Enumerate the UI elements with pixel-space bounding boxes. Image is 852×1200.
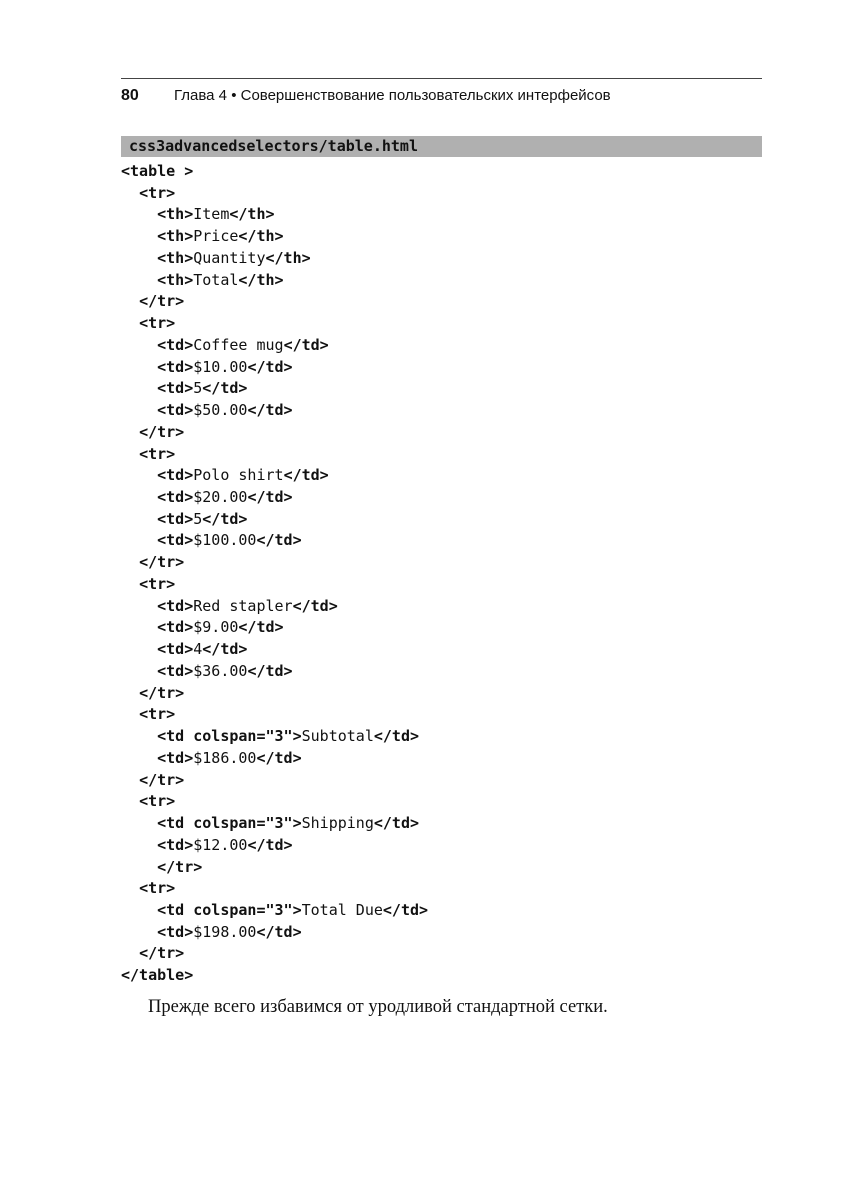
chapter-title: Глава 4 • Совершенствование пользовательских интерфейсов xyxy=(174,87,611,104)
code-tag: </td> xyxy=(247,357,293,376)
page-number: 80 xyxy=(121,87,139,104)
code-line xyxy=(121,835,428,857)
code-line xyxy=(121,922,428,944)
code-tag: </td> xyxy=(373,727,420,746)
code-text xyxy=(121,358,157,376)
code-text xyxy=(121,205,157,223)
code-line xyxy=(121,748,428,770)
code-tag: <td> xyxy=(157,379,194,398)
code-tag: </td> xyxy=(247,401,293,420)
code-text: $100.00 xyxy=(193,531,257,550)
code-tag: </tr> xyxy=(139,944,185,963)
code-line xyxy=(121,704,428,726)
code-text: $36.00 xyxy=(193,661,248,680)
code-tag: </tr> xyxy=(139,683,185,702)
code-text: Item xyxy=(193,205,230,224)
code-text xyxy=(121,336,157,354)
code-line xyxy=(121,770,428,792)
code-text xyxy=(121,618,157,636)
code-text: $20.00 xyxy=(193,488,248,507)
code-line xyxy=(121,487,428,509)
code-line xyxy=(121,661,428,683)
code-line xyxy=(121,183,428,205)
code-text xyxy=(121,488,157,506)
code-tag: <td> xyxy=(157,661,194,680)
code-text xyxy=(121,662,157,680)
code-text: Subtotal xyxy=(301,727,374,746)
code-line xyxy=(121,400,428,422)
code-line xyxy=(121,530,428,552)
code-tag: <td> xyxy=(157,401,194,420)
code-tag: <td> xyxy=(157,596,194,615)
code-text xyxy=(121,771,139,789)
code-text: Total Due xyxy=(301,900,383,919)
code-tag: <tr> xyxy=(139,705,176,724)
code-text: Polo shirt xyxy=(193,466,284,485)
code-text: $12.00 xyxy=(193,835,248,854)
body-paragraph: Прежде всего избавимся от уродливой стандартной сетки. xyxy=(148,997,608,1017)
code-text xyxy=(121,749,157,767)
code-text xyxy=(121,292,139,310)
code-line xyxy=(121,422,428,444)
code-text xyxy=(121,510,157,528)
code-tag: <td> xyxy=(157,640,194,659)
code-tag: <tr> xyxy=(139,444,176,463)
code-tag: </table> xyxy=(121,966,194,985)
code-tag: <td> xyxy=(157,618,194,637)
code-line xyxy=(121,878,428,900)
code-tag: <td> xyxy=(157,509,194,528)
code-line xyxy=(121,509,428,531)
code-line xyxy=(121,465,428,487)
code-text xyxy=(121,727,157,745)
code-line xyxy=(121,248,428,270)
code-line xyxy=(121,291,428,313)
code-tag: </td> xyxy=(256,531,302,550)
code-text xyxy=(121,314,139,332)
code-text xyxy=(121,879,139,897)
code-line xyxy=(121,617,428,639)
code-text xyxy=(121,944,139,962)
code-text xyxy=(121,423,139,441)
code-line xyxy=(121,943,428,965)
code-tag: </td> xyxy=(202,379,248,398)
code-text: Quantity xyxy=(193,248,266,267)
code-tag: <td colspan="3"> xyxy=(157,900,302,919)
code-text xyxy=(121,249,157,267)
code-tag: <td colspan="3"> xyxy=(157,727,302,746)
code-text xyxy=(121,401,157,419)
code-text xyxy=(121,858,157,876)
code-text: Total xyxy=(193,270,239,289)
code-line xyxy=(121,596,428,618)
code-text xyxy=(121,792,139,810)
code-text xyxy=(121,705,139,723)
code-text xyxy=(121,271,157,289)
code-text: $50.00 xyxy=(193,401,248,420)
code-tag: <td> xyxy=(157,488,194,507)
code-text xyxy=(121,531,157,549)
code-line xyxy=(121,204,428,226)
page-header xyxy=(121,78,762,109)
code-tag: <td> xyxy=(157,335,194,354)
code-tag: </tr> xyxy=(139,292,185,311)
code-tag: </tr> xyxy=(139,553,185,572)
code-line xyxy=(121,378,428,400)
code-tag: </td> xyxy=(283,335,329,354)
code-text: $198.00 xyxy=(193,922,257,941)
code-tag: </td> xyxy=(283,466,329,485)
code-line xyxy=(121,270,428,292)
code-tag: </td> xyxy=(202,640,248,659)
code-tag: <td> xyxy=(157,922,194,941)
code-line xyxy=(121,683,428,705)
code-listing xyxy=(121,161,428,987)
code-text xyxy=(121,379,157,397)
code-line xyxy=(121,857,428,879)
code-tag: <td> xyxy=(157,748,194,767)
code-text xyxy=(121,553,139,571)
code-tag: </td> xyxy=(292,596,338,615)
code-text: 5 xyxy=(193,379,203,398)
code-tag: <tr> xyxy=(139,183,176,202)
code-text: Coffee mug xyxy=(193,335,284,354)
code-tag: </td> xyxy=(202,509,248,528)
code-tag: </td> xyxy=(256,922,302,941)
code-tag: <td> xyxy=(157,531,194,550)
code-tag: <th> xyxy=(157,248,194,267)
code-tag: </th> xyxy=(238,270,284,289)
code-line xyxy=(121,726,428,748)
code-text xyxy=(121,923,157,941)
code-tag: <td colspan="3"> xyxy=(157,814,302,833)
code-text xyxy=(121,466,157,484)
code-tag: <tr> xyxy=(139,879,176,898)
code-text xyxy=(121,640,157,658)
code-text xyxy=(121,597,157,615)
code-line xyxy=(121,357,428,379)
code-text xyxy=(121,575,139,593)
code-tag: <tr> xyxy=(139,314,176,333)
code-tag: </th> xyxy=(229,205,275,224)
code-tag: </th> xyxy=(238,227,284,246)
code-line xyxy=(121,900,428,922)
code-text xyxy=(121,227,157,245)
code-tag: <th> xyxy=(157,270,194,289)
code-text: Price xyxy=(193,227,239,246)
code-line xyxy=(121,552,428,574)
code-line xyxy=(121,639,428,661)
code-text: $9.00 xyxy=(193,618,239,637)
code-tag: </td> xyxy=(373,814,420,833)
code-tag: <td> xyxy=(157,835,194,854)
code-text xyxy=(121,901,157,919)
code-tag: <td> xyxy=(157,357,194,376)
code-text xyxy=(121,684,139,702)
code-line xyxy=(121,791,428,813)
code-tag: <th> xyxy=(157,227,194,246)
code-text: 4 xyxy=(193,640,203,659)
code-line xyxy=(121,335,428,357)
code-tag: </td> xyxy=(247,835,293,854)
code-text: $10.00 xyxy=(193,357,248,376)
code-tag: <th> xyxy=(157,205,194,224)
code-line xyxy=(121,161,428,183)
code-tag: <table > xyxy=(121,162,194,180)
code-line xyxy=(121,226,428,248)
code-tag: </td> xyxy=(382,900,429,919)
code-line xyxy=(121,813,428,835)
code-text xyxy=(121,445,139,463)
code-line xyxy=(121,444,428,466)
code-line xyxy=(121,965,428,987)
code-text xyxy=(121,814,157,832)
code-tag: </td> xyxy=(238,618,284,637)
code-tag: </td> xyxy=(247,488,293,507)
code-tag: </tr> xyxy=(157,857,203,876)
code-line xyxy=(121,313,428,335)
code-text: 5 xyxy=(193,509,203,528)
code-text xyxy=(121,184,139,202)
code-tag: <tr> xyxy=(139,792,176,811)
code-tag: </td> xyxy=(247,661,293,680)
code-tag: </tr> xyxy=(139,770,185,789)
code-tag: <tr> xyxy=(139,574,176,593)
code-tag: </th> xyxy=(265,248,311,267)
code-text xyxy=(121,836,157,854)
code-line xyxy=(121,574,428,596)
code-text: Red stapler xyxy=(193,596,293,615)
code-tag: <td> xyxy=(157,466,194,485)
code-text: Shipping xyxy=(301,814,374,833)
listing-filename: css3advancedselectors/table.html xyxy=(129,137,418,155)
listing-filename-bar xyxy=(121,136,762,157)
code-tag: </tr> xyxy=(139,422,185,441)
code-tag: </td> xyxy=(256,748,302,767)
code-text: $186.00 xyxy=(193,748,257,767)
